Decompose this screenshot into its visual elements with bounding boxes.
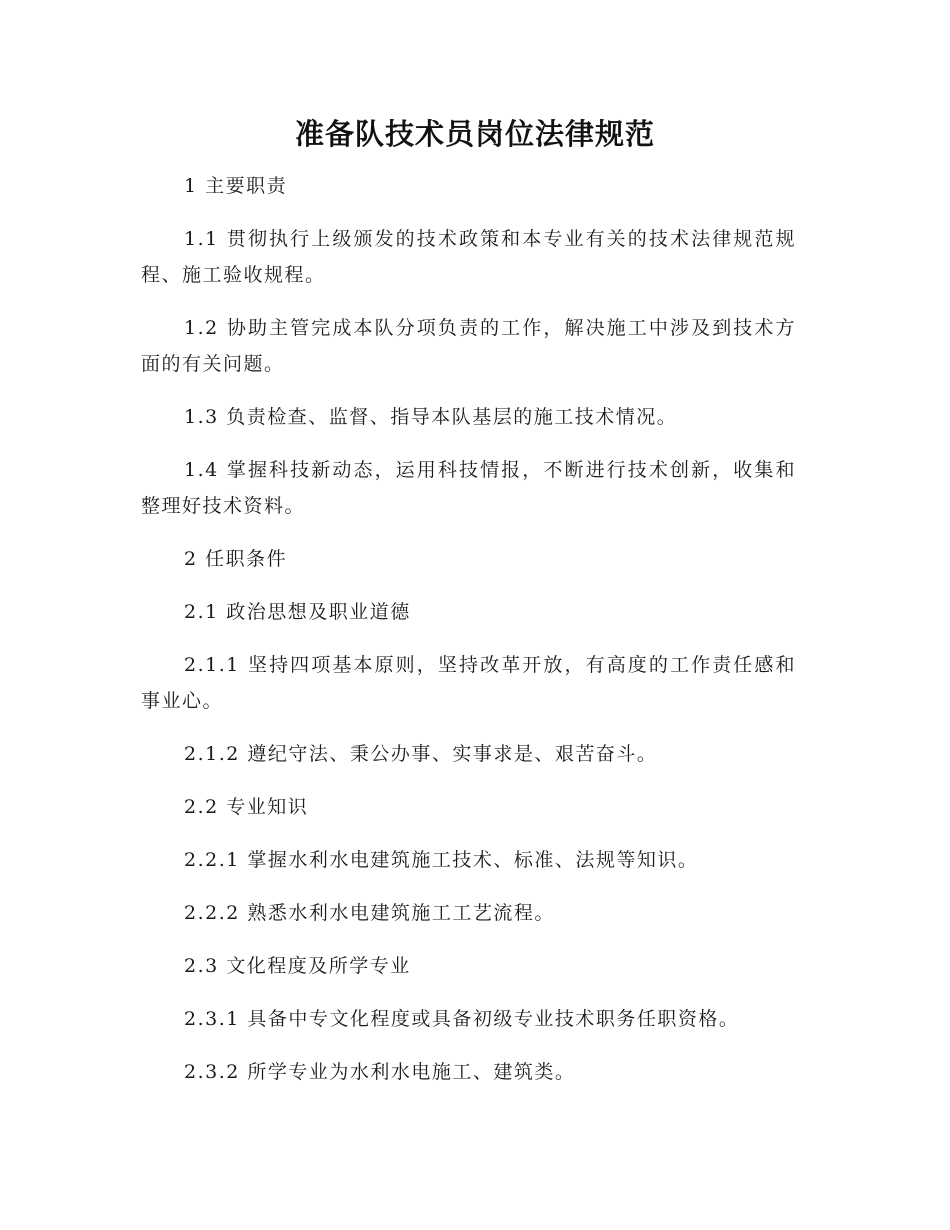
paragraph-2-3-2: 2.3.2 所学专业为水利水电施工、建筑类。 — [184, 1061, 576, 1083]
document-title: 准备队技术员岗位法律规范 — [294, 117, 655, 151]
paragraph-2-1-1: 2.1.1 坚持四项基本原则，坚持改革开放，有高度的工作责任感和事业心。 — [141, 654, 796, 712]
paragraph-1-3: 1.3 负责检查、监督、指导本队基层的施工技术情况。 — [184, 406, 678, 428]
paragraph-section-1: 1 主要职责 — [184, 175, 288, 197]
paragraph-2-2-2: 2.2.2 熟悉水利水电建筑施工工艺流程。 — [184, 902, 555, 924]
paragraph-1-1: 1.1 贯彻执行上级颁发的技术政策和本专业有关的技术法律规范规程、施工验收规程。 — [141, 228, 796, 286]
paragraph-1-2: 1.2 协助主管完成本队分项负责的工作，解决施工中涉及到技术方面的有关问题。 — [141, 317, 796, 375]
paragraph-2-2-1: 2.2.1 掌握水利水电建筑施工技术、标准、法规等知识。 — [184, 849, 699, 871]
paragraph-2-2: 2.2 专业知识 — [184, 796, 309, 818]
paragraph-2-1: 2.1 政治思想及职业道德 — [184, 601, 411, 623]
paragraph-2-1-2: 2.1.2 遵纪守法、秉公办事、实事求是、艰苦奋斗。 — [184, 743, 658, 765]
paragraph-2-3-1: 2.3.1 具备中专文化程度或具备初级专业技术职务任职资格。 — [184, 1008, 740, 1030]
paragraph-1-4: 1.4 掌握科技新动态，运用科技情报，不断进行技术创新，收集和整理好技术资料。 — [141, 459, 796, 517]
paragraph-2-3: 2.3 文化程度及所学专业 — [184, 955, 411, 977]
document-body — [141, 168, 796, 1107]
paragraph-section-2: 2 任职条件 — [184, 548, 288, 570]
